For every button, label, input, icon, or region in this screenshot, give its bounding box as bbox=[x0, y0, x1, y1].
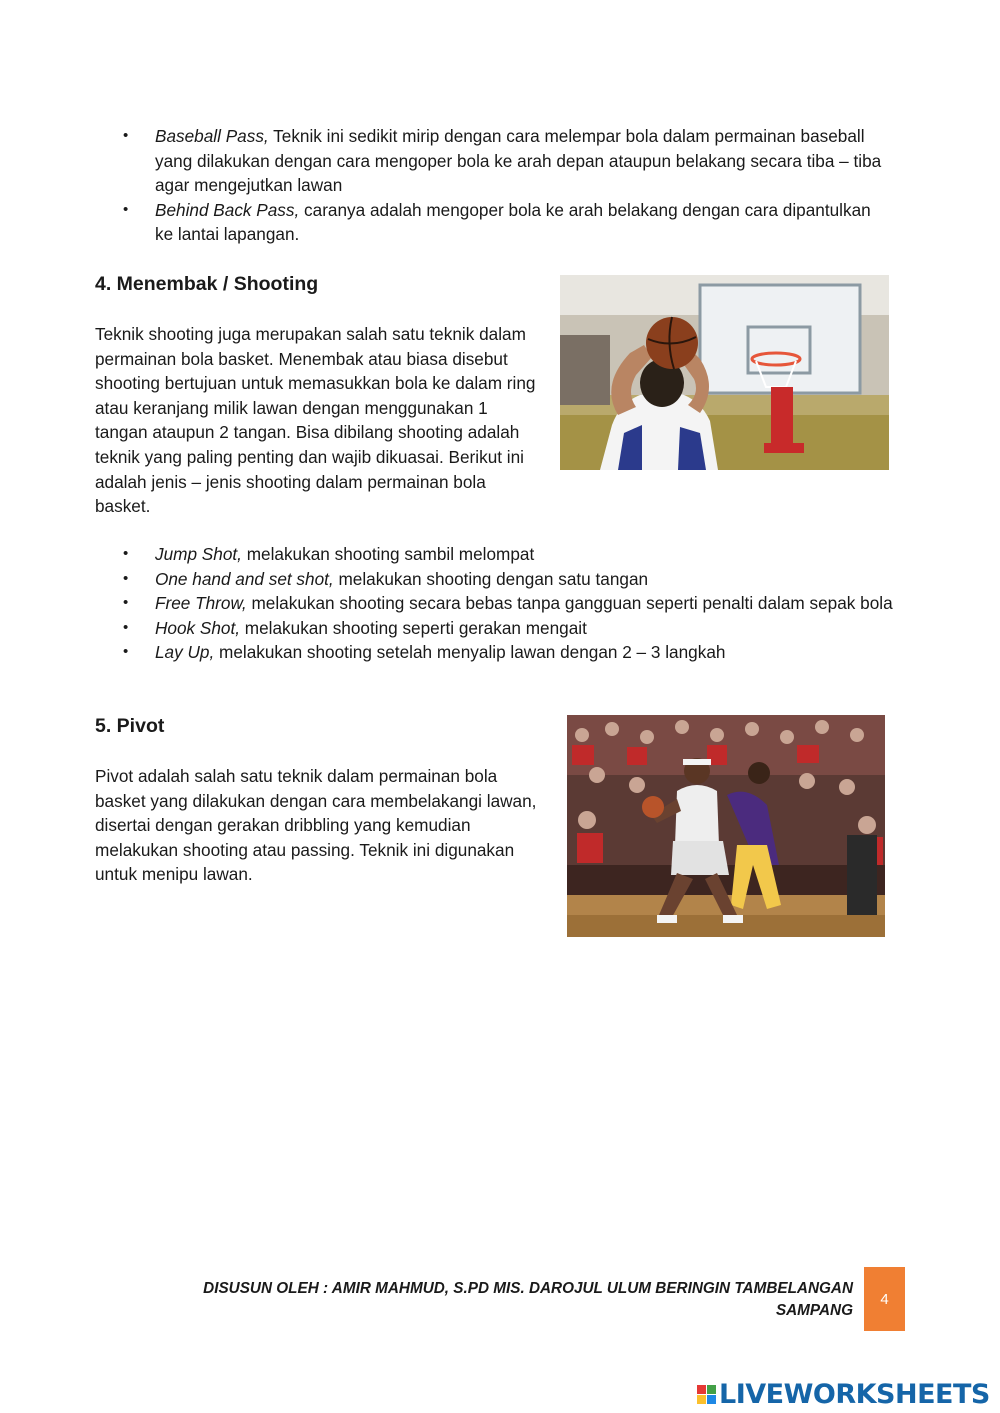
liveworksheets-logo[interactable] bbox=[697, 1378, 990, 1410]
list-item-term: Free Throw, bbox=[155, 593, 247, 614]
pivot-photo bbox=[567, 715, 885, 937]
list-item-term: Jump Shot, bbox=[155, 544, 242, 564]
shooting-types-list bbox=[95, 542, 910, 665]
liveworksheets-icon bbox=[697, 1385, 716, 1404]
list-item bbox=[95, 616, 910, 641]
liveworksheets-wordmark: LIVEWORKSHEETS bbox=[719, 1378, 990, 1410]
list-item-text: melakukan shooting secara bebas tanpa gangguan seperti penalti dalam sepak bola bbox=[246, 593, 893, 614]
list-item-term: Lay Up, bbox=[155, 642, 215, 663]
list-item bbox=[95, 542, 910, 567]
list-item-term: Hook Shot, bbox=[155, 617, 241, 638]
list-item-text: caranya adalah mengoper bola ke arah belakang dengan cara dipantulkan ke lantai lapangan. bbox=[155, 199, 871, 245]
list-item-text: melakukan shooting sambil melompat bbox=[241, 544, 535, 564]
page-number-badge: 4 bbox=[864, 1267, 905, 1331]
list-item bbox=[95, 567, 910, 592]
shooting-paragraph: Teknik shooting juga merupakan salah satu teknik dalam permainan bola basket. Menembak atau biasa disebut shooting bertujuan untuk memasukkan bola ke dalam ring atau keranjang milik lawan dengan menggunakan 1 tangan ataupun 2 tangan. Bisa dibilang shooting adalah teknik yang paling penting dan wajib dikuasai. Berikut ini adalah jenis – jenis shooting dalam permainan bola basket. bbox=[95, 324, 536, 517]
list-item bbox=[95, 591, 910, 616]
list-item-text: Teknik ini sedikit mirip dengan cara melempar bola dalam permainan baseball yang dilakukan dengan cara mengoper bola ke arah depan ataupun belakang secara tiba – tiba agar mengejutkan lawan bbox=[155, 126, 882, 196]
passing-technique-list bbox=[95, 124, 885, 247]
list-item-text: melakukan shooting seperti gerakan mengait bbox=[240, 617, 587, 638]
list-item-text: melakukan shooting dengan satu tangan bbox=[333, 568, 649, 589]
shooting-heading: 4. Menembak / Shooting bbox=[95, 273, 319, 295]
list-item-term: Behind Back Pass, bbox=[155, 199, 300, 220]
list-item bbox=[95, 640, 910, 665]
footer-author: DISUSUN OLEH : AMIR MAHMUD, S.PD MIS. DAROJUL ULUM BERINGIN TAMBELANGAN SAMPANG bbox=[203, 1280, 853, 1319]
list-item-text: melakukan shooting setelah menyalip lawan dengan 2 – 3 langkah bbox=[214, 642, 726, 663]
list-item-term: Baseball Pass, bbox=[155, 126, 269, 146]
list-item bbox=[95, 198, 885, 247]
shooting-photo bbox=[560, 275, 889, 470]
list-item bbox=[95, 124, 885, 198]
pivot-paragraph: Pivot adalah salah satu teknik dalam permainan bola basket yang dilakukan dengan cara membelakangi lawan, disertai dengan gerakan dribbling yang kemudian melakukan shooting atau passing. Teknik ini digunakan untuk menipu lawan. bbox=[95, 766, 537, 885]
list-item-term: One hand and set shot, bbox=[155, 568, 334, 589]
pivot-heading: 5. Pivot bbox=[95, 715, 165, 737]
